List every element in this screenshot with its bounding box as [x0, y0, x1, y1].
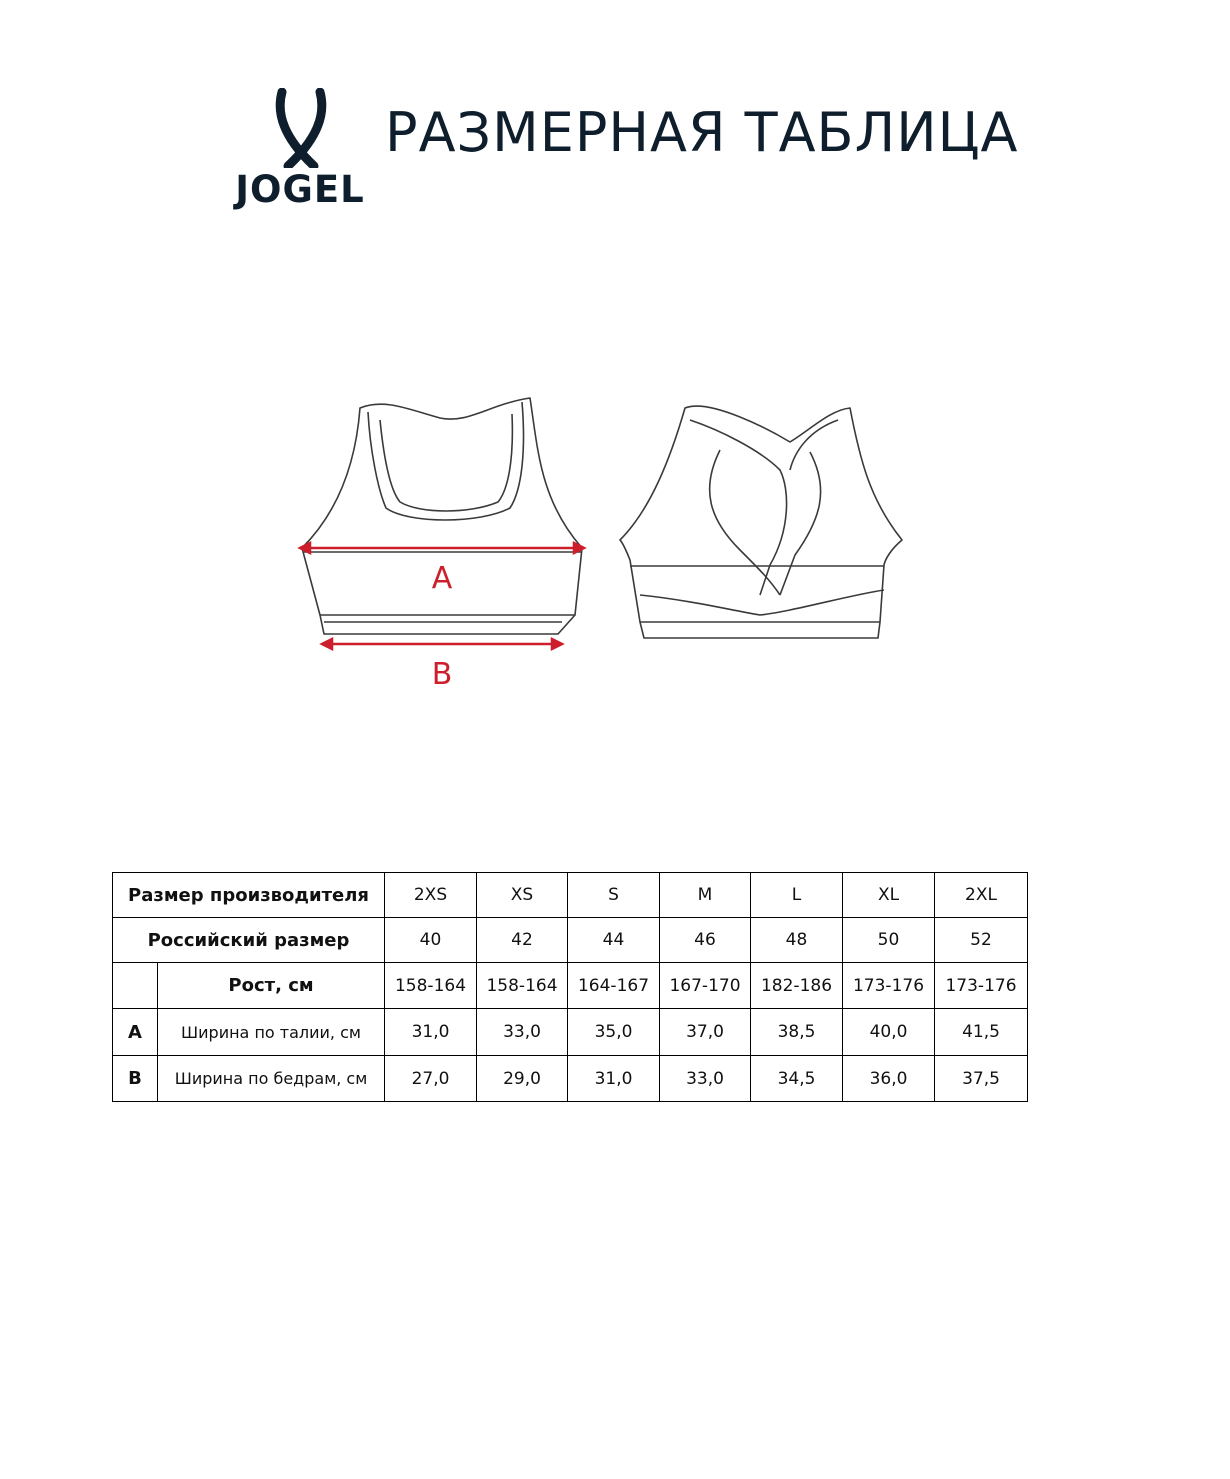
front-view-drawing	[302, 398, 582, 634]
table-cell: 182-186	[751, 963, 843, 1009]
logo-text: JOGEL	[235, 168, 365, 211]
size-table	[112, 872, 1028, 1102]
table-cell: 2XS	[385, 873, 477, 918]
table-cell: S	[568, 873, 660, 918]
table-row	[113, 1056, 1028, 1102]
brand-logo	[230, 88, 370, 213]
table-cell: 38,5	[751, 1009, 843, 1056]
row-mark-empty	[113, 963, 158, 1009]
table-cell: 40	[385, 918, 477, 963]
row-label-manufacturer: Размер производителя	[113, 873, 385, 918]
row-mark-b: B	[113, 1056, 158, 1102]
table-cell: 29,0	[477, 1056, 568, 1102]
table-cell: 158-164	[385, 963, 477, 1009]
back-view-drawing	[620, 406, 902, 638]
row-label-waist: Ширина по талии, см	[158, 1009, 385, 1056]
garment-diagram	[290, 390, 930, 700]
table-cell: 164-167	[568, 963, 660, 1009]
table-row	[113, 963, 1028, 1009]
page-title: РАЗМЕРНАЯ ТАБЛИЦА	[385, 101, 1019, 164]
row-label-hips: Ширина по бедрам, см	[158, 1056, 385, 1102]
table-cell: 27,0	[385, 1056, 477, 1102]
table-cell: 50	[843, 918, 935, 963]
table-cell: M	[660, 873, 751, 918]
row-label-height: Рост, см	[158, 963, 385, 1009]
table-cell: 35,0	[568, 1009, 660, 1056]
table-cell: 42	[477, 918, 568, 963]
logo-mark-icon	[230, 88, 370, 168]
table-cell: 37,0	[660, 1009, 751, 1056]
table-cell: 33,0	[660, 1056, 751, 1102]
row-label-russian: Российский размер	[113, 918, 385, 963]
table-cell: 2XL	[935, 873, 1028, 918]
measure-b-arrow	[322, 639, 562, 649]
table-cell: 167-170	[660, 963, 751, 1009]
table-cell: 33,0	[477, 1009, 568, 1056]
table-cell: 36,0	[843, 1056, 935, 1102]
table-cell: 48	[751, 918, 843, 963]
table-cell: 34,5	[751, 1056, 843, 1102]
table-cell: 37,5	[935, 1056, 1028, 1102]
table-cell: 173-176	[935, 963, 1028, 1009]
table-row	[113, 1009, 1028, 1056]
table-row	[113, 873, 1028, 918]
table-cell: XS	[477, 873, 568, 918]
table-cell: 46	[660, 918, 751, 963]
label-b: B	[431, 657, 453, 692]
table-cell: 41,5	[935, 1009, 1028, 1056]
row-mark-a: A	[113, 1009, 158, 1056]
table-cell: 31,0	[385, 1009, 477, 1056]
table-cell: 31,0	[568, 1056, 660, 1102]
label-a: A	[431, 561, 453, 596]
table-cell: 158-164	[477, 963, 568, 1009]
header	[0, 0, 1230, 230]
table-cell: 173-176	[843, 963, 935, 1009]
table-row	[113, 918, 1028, 963]
table-cell: 44	[568, 918, 660, 963]
table-cell: 40,0	[843, 1009, 935, 1056]
table-cell: XL	[843, 873, 935, 918]
table-cell: L	[751, 873, 843, 918]
table-cell: 52	[935, 918, 1028, 963]
